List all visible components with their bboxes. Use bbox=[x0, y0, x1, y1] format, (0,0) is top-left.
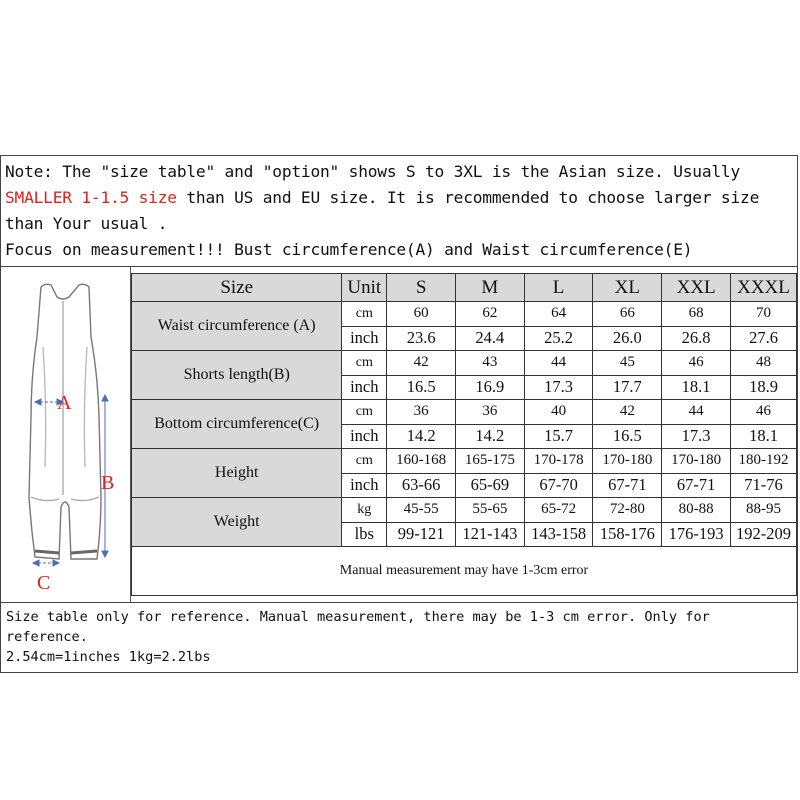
measure-label: Weight bbox=[132, 498, 342, 547]
value-cell: 44 bbox=[524, 351, 593, 376]
value-cell: 170-180 bbox=[593, 449, 662, 474]
unit-cell: cm bbox=[342, 449, 387, 474]
value-cell: 72-80 bbox=[593, 498, 662, 523]
value-cell: 67-71 bbox=[662, 473, 731, 498]
value-cell: 44 bbox=[662, 400, 731, 425]
value-cell: 71-76 bbox=[731, 473, 797, 498]
value-cell: 70 bbox=[731, 302, 797, 327]
value-cell: 27.6 bbox=[731, 326, 797, 351]
size-label-xl: XL bbox=[593, 274, 662, 302]
value-cell: 176-193 bbox=[662, 522, 731, 547]
size-table bbox=[131, 273, 797, 596]
value-cell: 40 bbox=[524, 400, 593, 425]
value-cell: 64 bbox=[524, 302, 593, 327]
value-cell: 17.3 bbox=[524, 375, 593, 400]
value-cell: 180-192 bbox=[731, 449, 797, 474]
value-cell: 36 bbox=[387, 400, 456, 425]
value-cell: 45 bbox=[593, 351, 662, 376]
unit-cell: cm bbox=[342, 351, 387, 376]
note-line-1: Note: The "size table" and "option" shows S to 3XL is the Asian size. Usually bbox=[5, 162, 741, 181]
measure-label: Bottom circumference(C) bbox=[132, 400, 342, 449]
note-line-2-rest: than US and EU size. It is recommended to choose larger size bbox=[176, 188, 760, 207]
value-cell: 26.8 bbox=[662, 326, 731, 351]
unit-cell: inch bbox=[342, 424, 387, 449]
unit-cell: inch bbox=[342, 375, 387, 400]
value-cell: 15.7 bbox=[524, 424, 593, 449]
note-line-3: than Your usual . bbox=[5, 214, 168, 233]
value-cell: 36 bbox=[456, 400, 525, 425]
size-label-s: S bbox=[387, 274, 456, 302]
value-cell: 65-72 bbox=[524, 498, 593, 523]
footer-line-3: 2.54cm=1inches 1kg=2.2lbs bbox=[6, 649, 211, 665]
size-header: Size bbox=[132, 274, 342, 302]
value-cell: 17.3 bbox=[662, 424, 731, 449]
unit-cell: cm bbox=[342, 302, 387, 327]
header-row bbox=[132, 274, 797, 302]
table-row bbox=[132, 498, 797, 523]
value-cell: 170-178 bbox=[524, 449, 593, 474]
table-row bbox=[132, 351, 797, 376]
value-cell: 160-168 bbox=[387, 449, 456, 474]
value-cell: 192-209 bbox=[731, 522, 797, 547]
value-cell: 24.4 bbox=[456, 326, 525, 351]
value-cell: 88-95 bbox=[731, 498, 797, 523]
value-cell: 14.2 bbox=[456, 424, 525, 449]
measure-label: Height bbox=[132, 449, 342, 498]
bib-shorts-drawing bbox=[1, 267, 131, 602]
table-row bbox=[132, 400, 797, 425]
bib-shorts-illustration bbox=[1, 267, 131, 602]
value-cell: 25.2 bbox=[524, 326, 593, 351]
footer-line-2: reference. bbox=[6, 629, 88, 645]
value-cell: 42 bbox=[387, 351, 456, 376]
value-cell: 68 bbox=[662, 302, 731, 327]
value-cell: 165-175 bbox=[456, 449, 525, 474]
measure-label: Shorts length(B) bbox=[132, 351, 342, 400]
value-cell: 17.7 bbox=[593, 375, 662, 400]
value-cell: 67-70 bbox=[524, 473, 593, 498]
size-label-m: M bbox=[456, 274, 525, 302]
table-row bbox=[132, 302, 797, 327]
value-cell: 18.1 bbox=[731, 424, 797, 449]
label-b: B bbox=[101, 472, 115, 494]
value-cell: 45-55 bbox=[387, 498, 456, 523]
measurement-note-row bbox=[132, 547, 797, 596]
value-cell: 26.0 bbox=[593, 326, 662, 351]
unit-header: Unit bbox=[342, 274, 387, 302]
size-label-xxxl: XXXL bbox=[731, 274, 797, 302]
value-cell: 60 bbox=[387, 302, 456, 327]
unit-cell: kg bbox=[342, 498, 387, 523]
value-cell: 158-176 bbox=[593, 522, 662, 547]
value-cell: 121-143 bbox=[456, 522, 525, 547]
note-highlight: SMALLER 1-1.5 size bbox=[5, 188, 177, 207]
footer-note bbox=[0, 603, 798, 673]
value-cell: 42 bbox=[593, 400, 662, 425]
value-cell: 16.9 bbox=[456, 375, 525, 400]
value-cell: 14.2 bbox=[387, 424, 456, 449]
value-cell: 46 bbox=[731, 400, 797, 425]
note-box bbox=[0, 155, 798, 267]
note-line-4: Focus on measurement!!! Bust circumference(A) and Waist circumference(E) bbox=[5, 240, 693, 259]
value-cell: 143-158 bbox=[524, 522, 593, 547]
table-row bbox=[132, 449, 797, 474]
value-cell: 67-71 bbox=[593, 473, 662, 498]
value-cell: 65-69 bbox=[456, 473, 525, 498]
unit-cell: lbs bbox=[342, 522, 387, 547]
value-cell: 16.5 bbox=[387, 375, 456, 400]
size-chart-section bbox=[0, 267, 798, 603]
value-cell: 80-88 bbox=[662, 498, 731, 523]
size-label-xxl: XXL bbox=[662, 274, 731, 302]
value-cell: 18.9 bbox=[731, 375, 797, 400]
label-c: C bbox=[37, 572, 51, 594]
value-cell: 66 bbox=[593, 302, 662, 327]
measurement-note: Manual measurement may have 1-3cm error bbox=[132, 547, 797, 596]
label-a: A bbox=[57, 392, 72, 414]
value-cell: 62 bbox=[456, 302, 525, 327]
size-label-l: L bbox=[524, 274, 593, 302]
footer-line-1: Size table only for reference. Manual measurement, there may be 1-3 cm error. Only for bbox=[6, 609, 710, 625]
value-cell: 16.5 bbox=[593, 424, 662, 449]
value-cell: 48 bbox=[731, 351, 797, 376]
value-cell: 170-180 bbox=[662, 449, 731, 474]
value-cell: 18.1 bbox=[662, 375, 731, 400]
value-cell: 63-66 bbox=[387, 473, 456, 498]
unit-cell: cm bbox=[342, 400, 387, 425]
value-cell: 43 bbox=[456, 351, 525, 376]
value-cell: 23.6 bbox=[387, 326, 456, 351]
value-cell: 99-121 bbox=[387, 522, 456, 547]
unit-cell: inch bbox=[342, 326, 387, 351]
value-cell: 46 bbox=[662, 351, 731, 376]
note-line-2 bbox=[5, 185, 793, 211]
value-cell: 55-65 bbox=[456, 498, 525, 523]
measure-label: Waist circumference (A) bbox=[132, 302, 342, 351]
unit-cell: inch bbox=[342, 473, 387, 498]
